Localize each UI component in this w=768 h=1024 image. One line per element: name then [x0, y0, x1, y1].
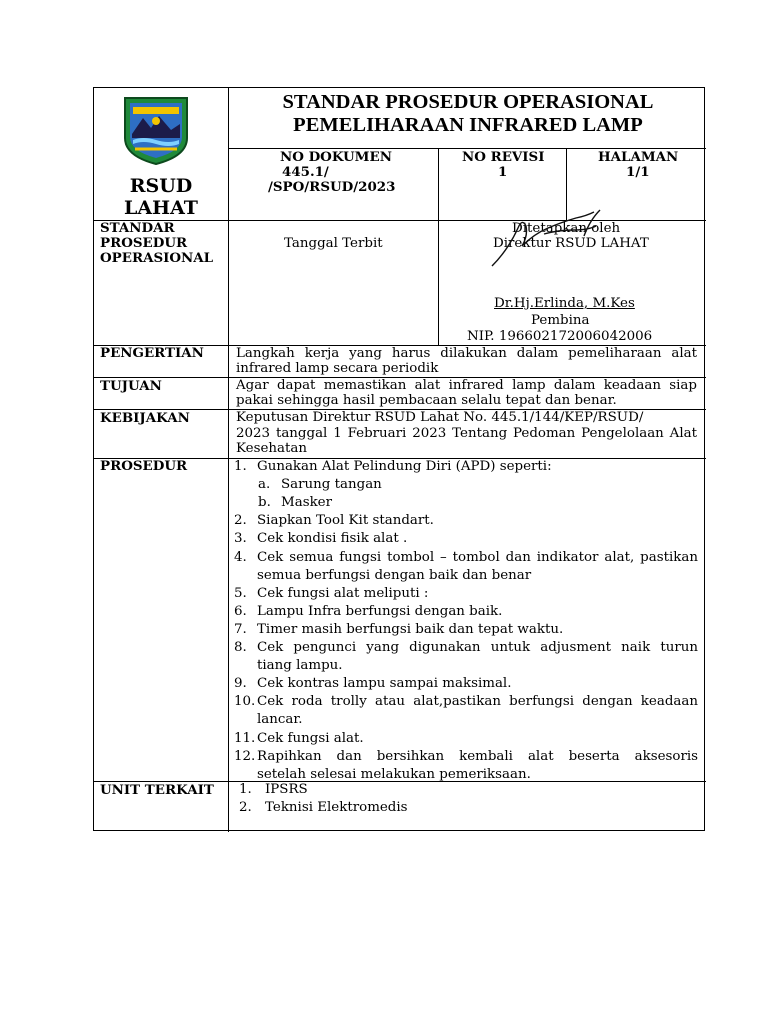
- page-value: 1/1: [626, 164, 650, 180]
- director-title: Direktur RSUD LAHAT: [493, 236, 649, 251]
- kebijakan-line3: Kesehatan: [236, 441, 307, 456]
- tujuan-line2: pakai sehingga hasil pembacaan selalu tepat dan benar.: [236, 393, 617, 408]
- page-label: HALAMAN: [598, 149, 679, 165]
- sop-document: [93, 87, 705, 831]
- tujuan-line1: Agar dapat memastikan alat infrared lamp dalam keadaan siap: [236, 378, 697, 393]
- prosedur-item-number: 4.: [234, 549, 247, 565]
- prosedur-item-text: lancar.: [257, 712, 303, 728]
- prosedur-subitem-text: Sarung tangan: [281, 477, 382, 493]
- pengertian-line2: infrared lamp secara periodik: [236, 361, 439, 376]
- prosedur-item-number: 3.: [234, 531, 247, 547]
- prosedur-item-number: 6.: [234, 603, 247, 619]
- spo-label-line3: OPERASIONAL: [100, 250, 214, 266]
- prosedur-item-text: Gunakan Alat Pelindung Diri (APD) seperti:: [257, 459, 552, 474]
- prosedur-item-text: Cek pengunci yang digunakan untuk adjusment naik turun: [257, 640, 698, 655]
- prosedur-item-number: 11.: [234, 730, 256, 746]
- kebijakan-label: KEBIJAKAN: [100, 410, 190, 426]
- document-title-line2: PEMELIHARAAN INFRARED LAMP: [293, 114, 643, 136]
- kebijakan-line1: Keputusan Direktur RSUD Lahat No. 445.1/144/KEP/RSUD/: [236, 410, 644, 425]
- unit-item-1-number: 1.: [239, 782, 252, 797]
- org-name-line2: LAHAT: [124, 197, 198, 219]
- prosedur-item-number: 2.: [234, 513, 247, 529]
- kebijakan-line2: 2023 tanggal 1 Februari 2023 Tentang Pedoman Pengelolaan Alat: [236, 426, 697, 441]
- prosedur-item-text: Cek kontras lampu sampai maksimal.: [257, 676, 512, 692]
- doc-number-line2: /SPO/RSUD/2023: [268, 179, 396, 195]
- document-title-line1: STANDAR PROSEDUR OPERASIONAL: [282, 91, 654, 113]
- revision-label: NO REVISI: [462, 149, 545, 165]
- prosedur-item-number: 12.: [234, 748, 256, 764]
- prosedur-item-text: Cek semua fungsi tombol – tombol dan indikator alat, pastikan: [257, 549, 698, 565]
- revision-value: 1: [498, 164, 508, 180]
- director-name: Dr.Hj.Erlinda, M.Kes: [494, 296, 635, 311]
- prosedur-item-number: 5.: [234, 585, 247, 601]
- prosedur-item-number: 9.: [234, 676, 247, 692]
- prosedur-item-text: tiang lampu.: [257, 658, 343, 674]
- director-nip: NIP. 196602172006042006: [467, 329, 653, 344]
- issue-date-label: Tanggal Terbit: [284, 236, 383, 251]
- prosedur-item-text: Cek kondisi fisik alat .: [257, 531, 408, 547]
- director-rank: Pembina: [531, 313, 590, 328]
- pengertian-label: PENGERTIAN: [100, 345, 204, 361]
- unit-item-1-text: IPSRS: [265, 782, 308, 797]
- prosedur-subitem-marker: a.: [258, 477, 271, 493]
- prosedur-label: PROSEDUR: [100, 458, 188, 474]
- prosedur-item-number: 7.: [234, 621, 247, 637]
- prosedur-subitem-marker: b.: [258, 495, 271, 511]
- prosedur-item-text: Siapkan Tool Kit standart.: [257, 513, 434, 529]
- prosedur-item-text: Cek fungsi alat.: [257, 730, 364, 746]
- prosedur-item-text: semua berfungsi dengan baik dan benar: [257, 567, 532, 583]
- established-by: Ditetapkan oleh: [512, 221, 621, 236]
- prosedur-subitem-text: Masker: [281, 495, 333, 511]
- prosedur-item-number: 1.: [234, 459, 247, 474]
- spo-label-line2: PROSEDUR: [100, 235, 188, 251]
- prosedur-list: [94, 88, 706, 781]
- org-name-line1: RSUD: [129, 175, 193, 197]
- prosedur-item-number: 8.: [234, 640, 247, 655]
- unit-item-2-number: 2.: [239, 800, 252, 815]
- doc-number-line1: 445.1/: [282, 164, 329, 180]
- unit-terkait-label: UNIT TERKAIT: [100, 782, 214, 798]
- prosedur-item-text: Rapihkan dan bersihkan kembali alat beserta aksesoris: [257, 748, 698, 764]
- prosedur-item-number: 10.: [234, 694, 256, 710]
- prosedur-item-text: Cek roda trolly atau alat,pastikan berfungsi dengan keadaan: [257, 694, 698, 710]
- prosedur-item-text: Cek fungsi alat meliputi :: [257, 585, 429, 601]
- unit-item-2-text: Teknisi Elektromedis: [265, 800, 408, 815]
- spo-label-line1: STANDAR: [100, 220, 175, 236]
- prosedur-item-text: Timer masih berfungsi baik dan tepat waktu.: [257, 621, 564, 637]
- prosedur-item-text: Lampu Infra berfungsi dengan baik.: [257, 603, 503, 619]
- tujuan-label: TUJUAN: [100, 378, 162, 394]
- doc-number-label: NO DOKUMEN: [280, 149, 392, 165]
- pengertian-line1: Langkah kerja yang harus dilakukan dalam pemeliharaan alat: [236, 346, 697, 361]
- prosedur-item-text: setelah selesai melakukan pemeriksaan.: [257, 766, 531, 782]
